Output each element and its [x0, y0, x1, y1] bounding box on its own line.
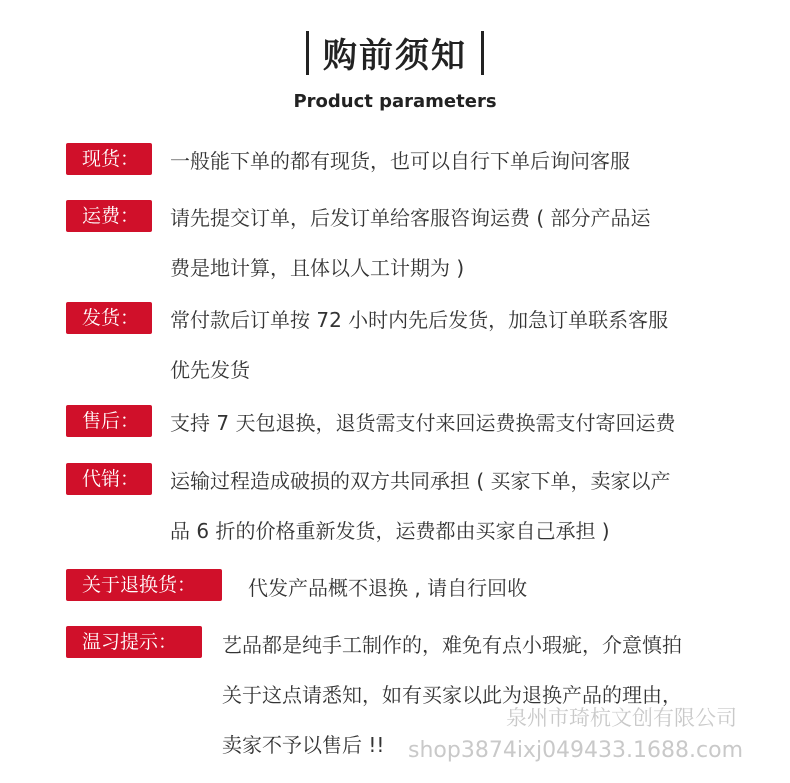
badge-consignment: 代销： — [66, 463, 152, 495]
watermark-shop-url: shop3874ixj049433.1688.com — [408, 738, 744, 763]
title-text: 购前须知 — [323, 36, 467, 76]
consignment-text-2: 品 6 折的价格重新发货，运费都由买家自己承担 ) — [170, 519, 610, 543]
badge-shipping-fee: 运费： — [66, 200, 152, 232]
after-sales-text: 支持 7 天包退换，退货需支付来回运费换需支付寄回运费 — [170, 411, 676, 435]
reminder-text-3: 卖家不予以售后 !! — [222, 733, 385, 757]
in-stock-text: 一般能下单的都有现货，也可以自行下单后询问客服 — [170, 149, 630, 173]
page-title — [0, 28, 790, 77]
returns-text: 代发产品概不退换 , 请自行回收 — [248, 576, 528, 600]
title-left-bar — [306, 31, 309, 75]
consignment-text-1: 运输过程造成破损的双方共同承担 ( 买家下单，卖家以产 — [170, 469, 671, 493]
badge-dispatch: 发货： — [66, 302, 152, 334]
dispatch-text-1: 常付款后订单按 72 小时内先后发货，加急订单联系客服 — [170, 308, 669, 332]
watermark-company: 泉州市琦杭文创有限公司 — [506, 706, 737, 730]
title-right-bar — [481, 31, 484, 75]
dispatch-text-2: 优先发货 — [170, 358, 250, 382]
shipping-fee-text-2: 费是地计算，且体以人工计期为 ) — [170, 256, 465, 280]
shipping-fee-text-1: 请先提交订单，后发订单给客服咨询运费 ( 部分产品运 — [170, 206, 651, 230]
reminder-text-2: 关于这点请悉知，如有买家以此为退换产品的理由， — [222, 683, 682, 707]
badge-in-stock: 现货： — [66, 143, 152, 175]
badge-after-sales: 售后： — [66, 405, 152, 437]
page-subtitle: Product parameters — [293, 91, 497, 112]
badge-reminder: 温习提示： — [66, 626, 202, 658]
reminder-text-1: 艺品都是纯手工制作的，难免有点小瑕疵，介意慎拍 — [222, 633, 682, 657]
badge-returns: 关于退换货： — [66, 569, 222, 601]
